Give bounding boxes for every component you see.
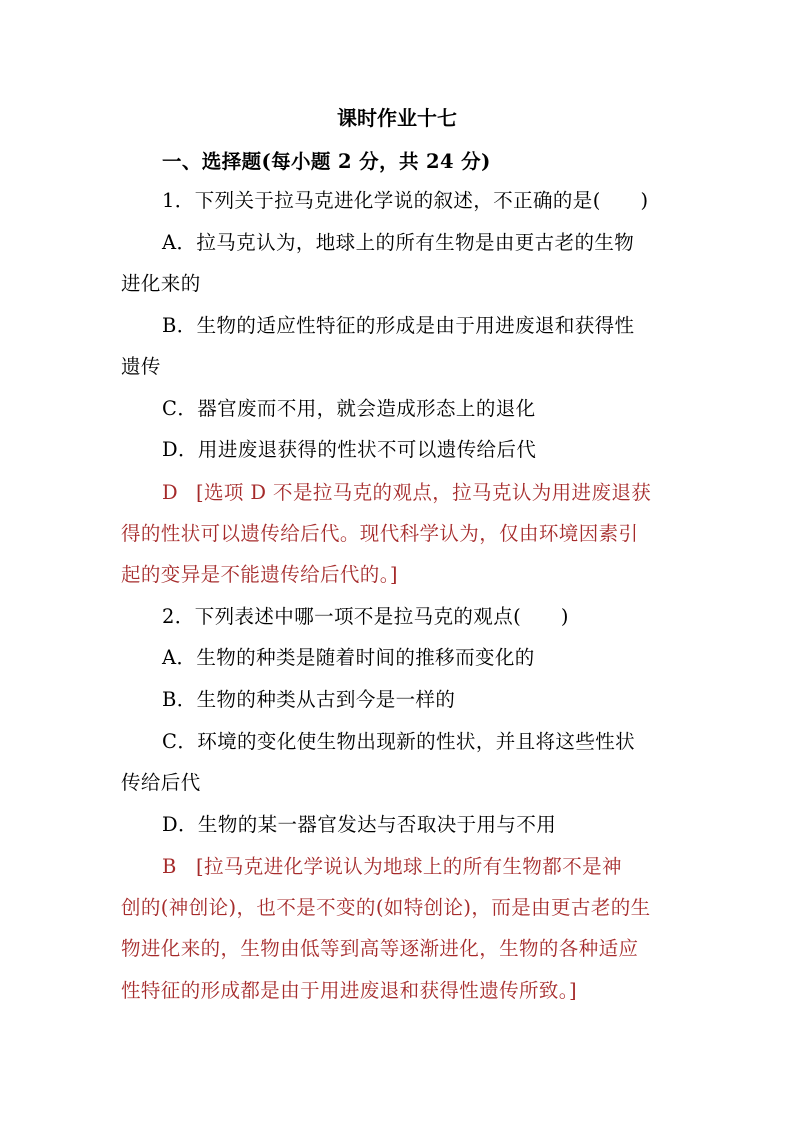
q1-option-a-line1: A．拉马克认为，地球上的所有生物是由更古老的生物 — [162, 231, 635, 254]
q1-answer-line2: 得的性状可以遗传给后代。现代科学认为，仅由环境因素引 — [121, 522, 639, 545]
q1-stem: 1．下列关于拉马克进化学说的叙述，不正确的是( ) — [162, 189, 649, 212]
q1-answer-line3: 起的变异是不能遗传给后代的。] — [121, 563, 398, 586]
q2-answer-line2: 创的(神创论)，也不是不变的(如特创论)，而是由更古老的生 — [121, 896, 651, 919]
q1-option-b-line1: B．生物的适应性特征的形成是由于用进废退和获得性 — [162, 314, 635, 337]
q2-answer-text-line1: [拉马克进化学说认为地球上的所有生物都不是神 — [196, 855, 622, 878]
q2-option-d: D．生物的某一器官发达与否取决于用与不用 — [162, 813, 557, 836]
q2-answer-line3: 物进化来的，生物由低等到高等逐渐进化，生物的各种适应 — [121, 937, 639, 960]
q2-option-b: B．生物的种类从古到今是一样的 — [162, 688, 456, 711]
q1-option-a-line2: 进化来的 — [121, 272, 201, 295]
page-title: 课时作业十七 — [337, 106, 457, 130]
q2-answer-line1 — [162, 853, 722, 881]
q2-stem: 2．下列表述中哪一项不是拉马克的观点( ) — [162, 605, 569, 628]
q2-option-c-line1: C．环境的变化使生物出现新的性状，并且将这些性状 — [162, 730, 636, 753]
q1-option-d: D．用进废退获得的性状不可以遗传给后代 — [162, 438, 537, 461]
q2-option-c-line2: 传给后代 — [121, 771, 201, 794]
q1-answer-text-line1: [选项 D 不是拉马克的观点，拉马克认为用进废退获 — [196, 481, 652, 504]
section-heading: 一、选择题(每小题 2 分，共 24 分) — [162, 150, 491, 173]
q2-option-a: A．生物的种类是随着时间的推移而变化的 — [162, 646, 535, 669]
q2-answer-letter: B — [162, 855, 177, 878]
q1-option-c: C．器官废而不用，就会造成形态上的退化 — [162, 397, 536, 420]
q2-answer-line4: 性特征的形成都是由于用进废退和获得性遗传所致。] — [121, 979, 577, 1002]
q1-option-b-line2: 遗传 — [121, 355, 161, 378]
q1-answer-letter: D — [162, 481, 179, 504]
q1-answer-line1 — [162, 479, 722, 507]
